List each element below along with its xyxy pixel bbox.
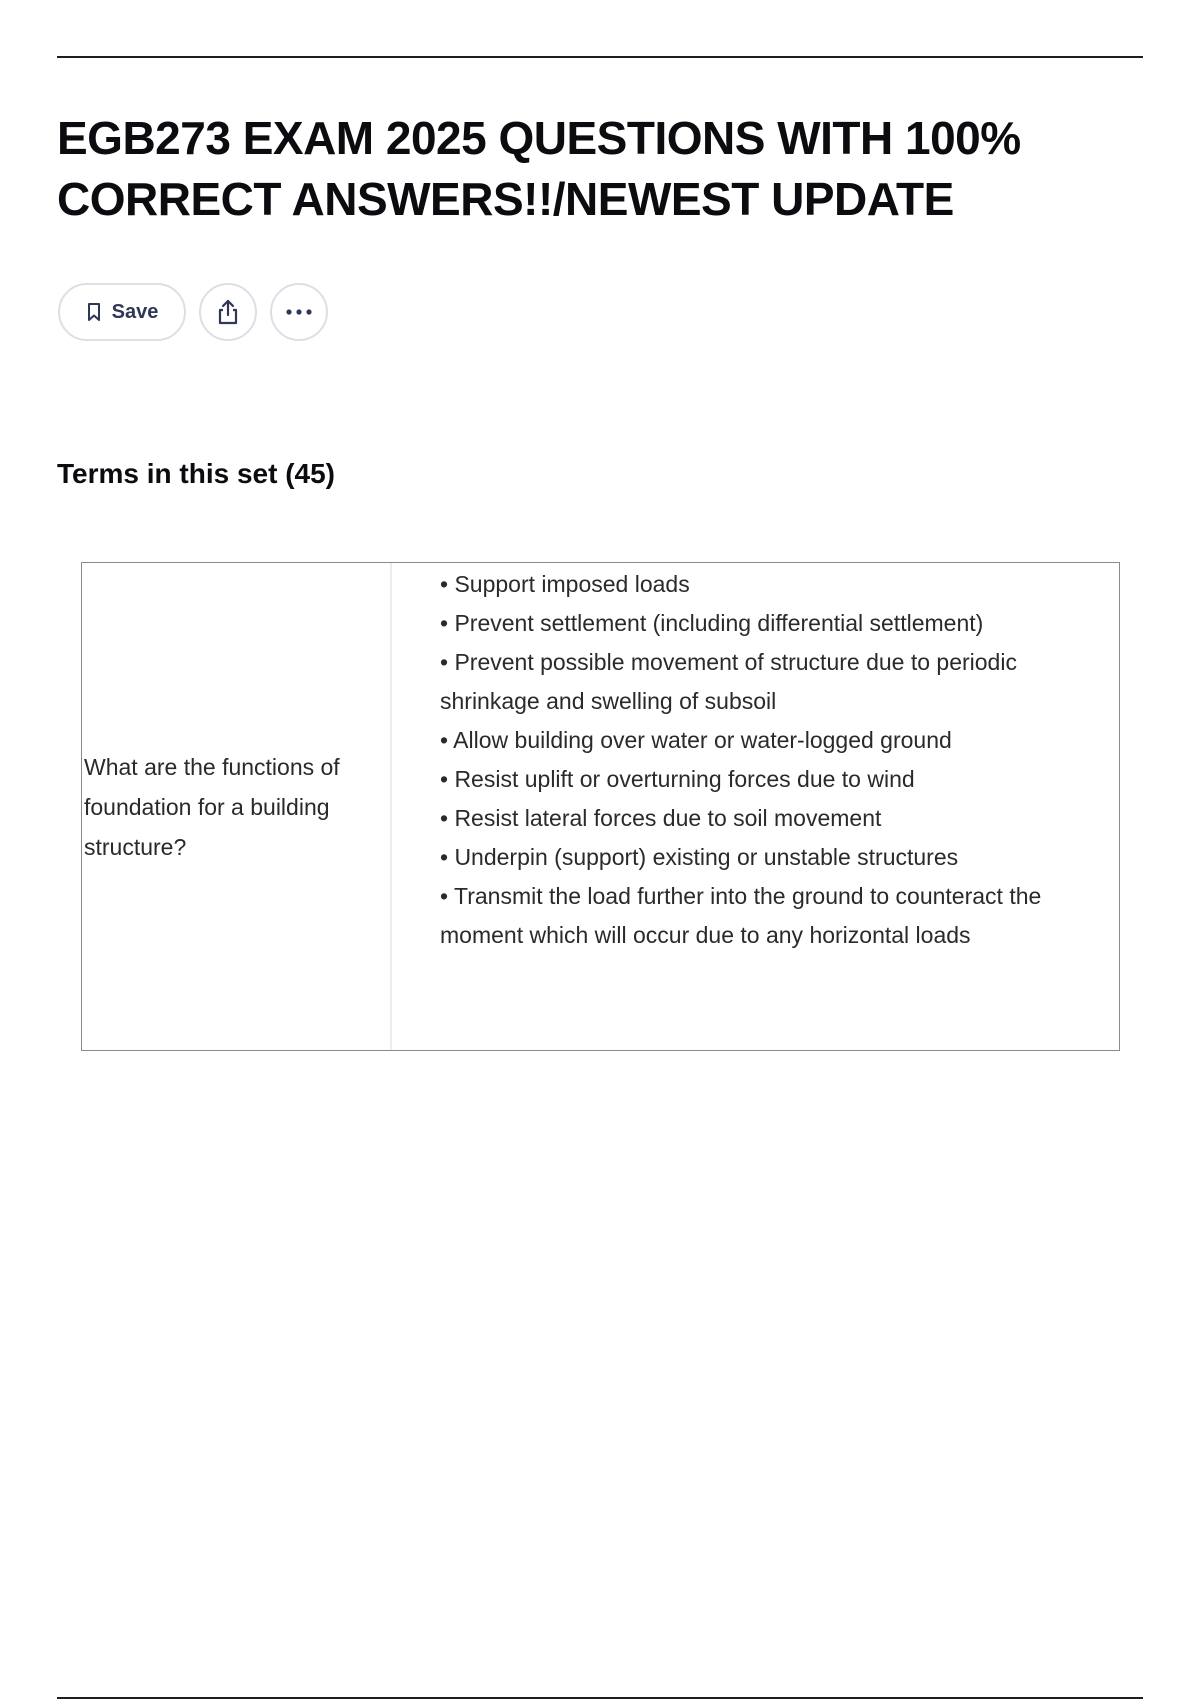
share-icon xyxy=(215,298,241,326)
definition-item: • Support imposed loads xyxy=(440,571,690,597)
terms-heading: Terms in this set (45) xyxy=(57,458,336,489)
save-button[interactable] xyxy=(58,283,186,341)
bottom-divider xyxy=(57,1697,1143,1699)
more-options-button[interactable] xyxy=(270,283,328,341)
definition-item: • Transmit the load further into the ground to counteract the moment which will occur due to any horizontal loads xyxy=(440,883,1042,948)
save-label: Save xyxy=(111,300,159,323)
definition-column xyxy=(392,563,1119,1050)
definition-list xyxy=(440,565,1079,955)
term-text: What are the functions of foundation for a building structure? xyxy=(84,753,340,860)
definition-item: • Prevent possible movement of structure due to periodic shrinkage and swelling of subsoil xyxy=(440,649,1017,714)
action-bar xyxy=(58,282,328,342)
top-divider xyxy=(57,56,1143,58)
definition-item: • Resist lateral forces due to soil movement xyxy=(440,805,882,831)
definition-item: • Underpin (support) existing or unstable structures xyxy=(440,844,959,870)
term-column xyxy=(82,563,392,1050)
definition-item: • Allow building over water or water-logged ground xyxy=(440,727,952,753)
term-card xyxy=(81,562,1120,1051)
share-button[interactable] xyxy=(199,283,257,341)
bookmark-icon xyxy=(86,302,102,322)
more-options-icon xyxy=(285,308,313,316)
definition-item: • Prevent settlement (including differential settlement) xyxy=(440,610,984,636)
definition-item: • Resist uplift or overturning forces due to wind xyxy=(440,766,915,792)
page-title: EGB273 EXAM 2025 QUESTIONS WITH 100% CORRECT ANSWERS!!/NEWEST UPDATE xyxy=(57,112,1021,225)
